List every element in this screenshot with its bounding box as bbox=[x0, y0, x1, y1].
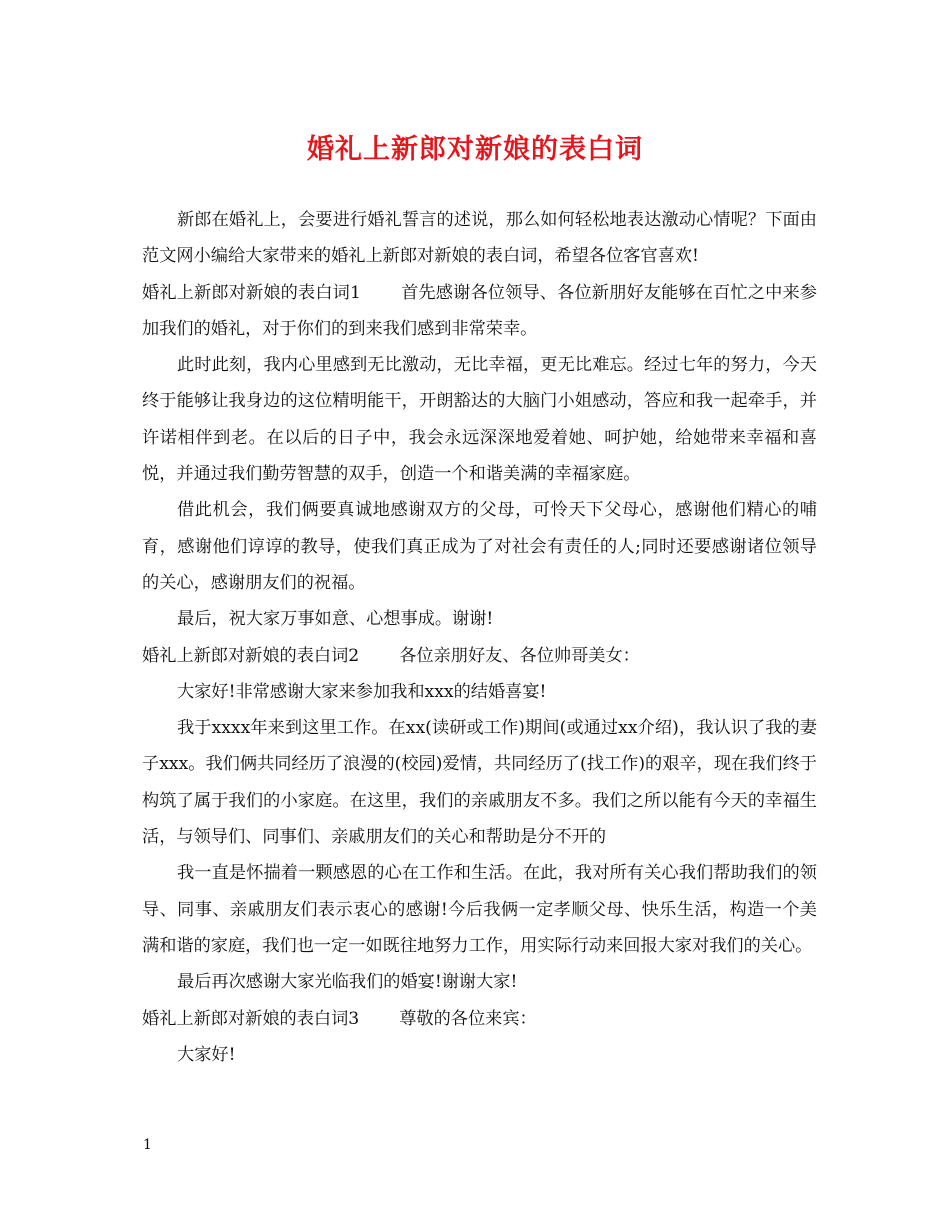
section-2-paragraph-1: 大家好!非常感谢大家来参加我和xxx的结婚喜宴! bbox=[177, 681, 547, 702]
section-2-opening-text: 各位亲朋好友、各位帅哥美女： bbox=[399, 645, 640, 666]
section-1-paragraph-2: 借此机会，我们俩要真诚地感谢双方的父母，可怜天下父母心，感谢他们精心的哺育，感谢他们谆谆的教导，使我们真正成为了对社会有责任的人;同时还要感谢诸位领导的关心，感谢朋友们的祝福。 bbox=[142, 500, 817, 593]
section-3-opening-text: 尊敬的各位来宾： bbox=[399, 1008, 537, 1029]
section-1-paragraph-3: 最后，祝大家万事如意、心想事成。谢谢! bbox=[177, 609, 494, 630]
document-title: 婚礼上新郎对新娘的表白词 bbox=[307, 134, 643, 165]
section-1-opening-text: 首先感谢各位领导、各位新朋好友能够在百忙之中来参加我们的婚礼，对于你们的到来我们感到非常荣幸。 bbox=[142, 282, 817, 339]
page-number: 1 bbox=[143, 1137, 152, 1153]
section-2-paragraph-3: 我一直是怀揣着一颗感恩的心在工作和生活。在此，我对所有关心我们帮助我们的领导、同事、亲戚朋友们表示衷心的感谢!今后我俩一定孝顺父母、快乐生活，构造一个美满和谐的家庭，我们也一定一如既往地努力工作，用实际行动来回报大家对我们的关心。 bbox=[142, 863, 817, 956]
section-1-title: 婚礼上新郎对新娘的表白词1 bbox=[142, 282, 361, 303]
section-heading-2 bbox=[142, 638, 817, 674]
intro-paragraph: 新郎在婚礼上，会要进行婚礼誓言的述说，那么如何轻松地表达激动心情呢？下面由范文网小编给大家带来的婚礼上新郎对新娘的表白词，希望各位客官喜欢! bbox=[142, 210, 817, 267]
section-heading-1 bbox=[142, 275, 817, 348]
section-3-title: 婚礼上新郎对新娘的表白词3 bbox=[142, 1008, 360, 1029]
document-body bbox=[142, 202, 817, 1073]
section-heading-3 bbox=[142, 1001, 817, 1037]
section-2-paragraph-2: 我于xxxx年来到这里工作。在xx(读研或工作)期间(或通过xx介绍)，我认识了我的妻子xxx。我们俩共同经历了浪漫的(校园)爱情，共同经历了(找工作)的艰辛，现在我们终于构筑了属于我们的小家庭。在这里，我们的亲戚朋友不多。我们之所以能有今天的幸福生活，与领导们、同事们、亲戚朋友们的关心和帮助是分不开的 bbox=[142, 718, 817, 848]
section-2-title: 婚礼上新郎对新娘的表白词2 bbox=[142, 645, 360, 666]
section-2-paragraph-4: 最后再次感谢大家光临我们的婚宴!谢谢大家! bbox=[177, 972, 518, 993]
section-3-paragraph-1: 大家好! bbox=[177, 1044, 236, 1065]
section-1-paragraph-1: 此时此刻，我内心里感到无比激动，无比幸福，更无比难忘。经过七年的努力，今天终于能够让我身边的这位精明能干，开朗豁达的大脑门小姐感动，答应和我一起牵手，并许诺相伴到老。在以后的日子中，我会永远深深地爱着她、呵护她，给她带来幸福和喜悦，并通过我们勤劳智慧的双手，创造一个和谐美满的幸福家庭。 bbox=[142, 355, 817, 485]
